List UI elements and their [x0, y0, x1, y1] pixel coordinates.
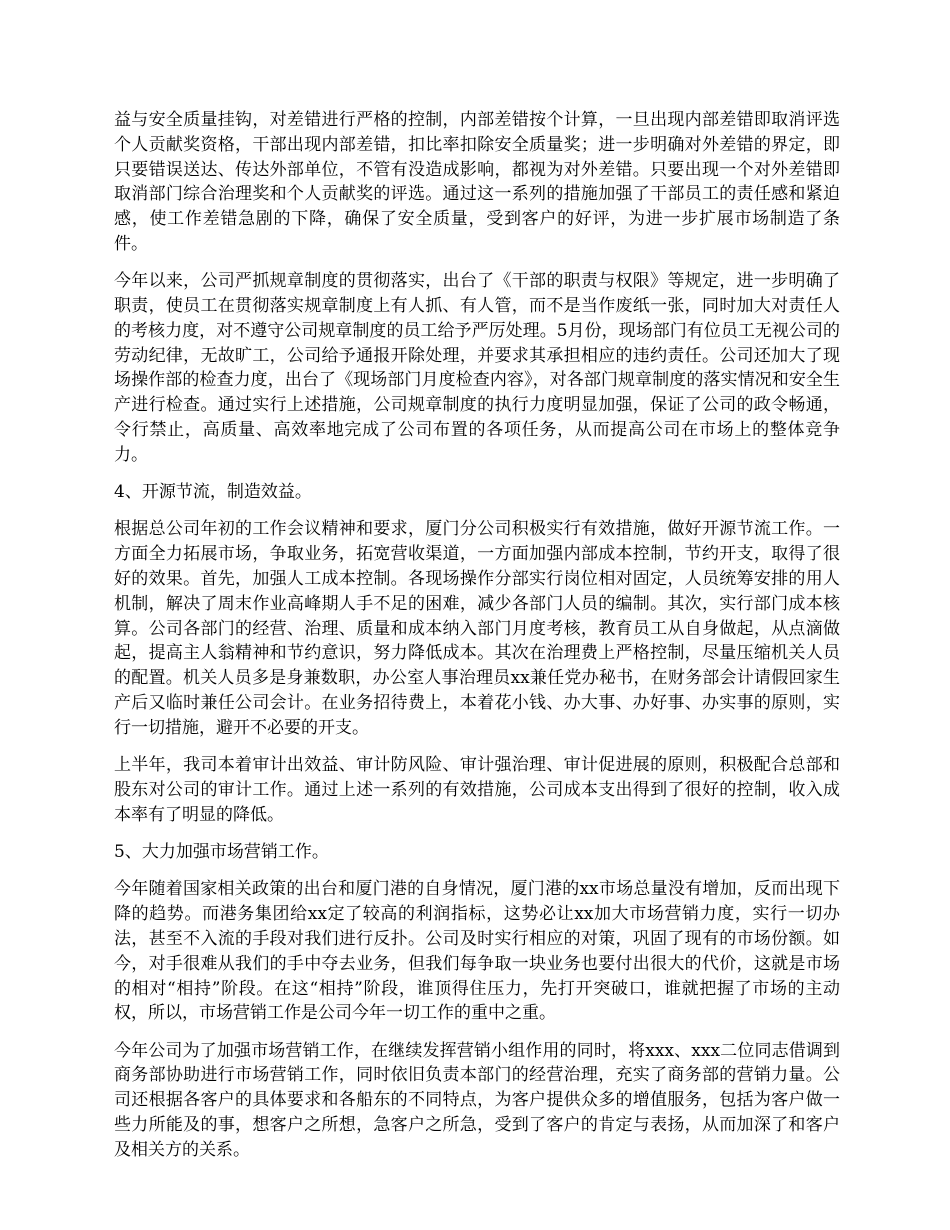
paragraph-market-situation: 今年随着国家相关政策的出台和厦门港的自身情况，厦门港的xx市场总量没有增加，反而出现下降的趋势。而港务集团给xx定了较高的利润指标，这势必让xx加大市场营销力度，实行一切办法，甚至不入流的手段对我们进行反扑。公司及时实行相应的对策，巩固了现有的市场份额。如今，对手很难从我们的手中夺去业务，但我们每争取一块业务也要付出很大的代价，这就是市场的相对“相持”阶段。在这“相持”阶段，谁顶得住压力，先打开突破口，谁就把握了市场的主动权，所以，市场营销工作是公司今年一切工作的重中之重。	[114, 879, 840, 1024]
paragraph-rules-enforcement: 今年以来，公司严抓规章制度的贯彻落实，出台了《干部的职责与权限》等规定，进一步明确了职责，使员工在贯彻落实规章制度上有人抓、有人管，而不是当作废纸一张，同时加大对责任人的考核力度，对不遵守公司规章制度的员工给予严厉处理。5月份，现场部门有位员工无视公司的劳动纪律，无故旷工，公司给予通报开除处理，并要求其承担相应的违约责任。公司还加大了现场操作部的检查力度，出台了《现场部门月度检查内容》，对各部门规章制度的落实情况和安全生产进行检查。通过实行上述措施，公司规章制度的执行力度明显加强，保证了公司的政令畅通，令行禁止，高质量、高效率地完成了公司布置的各项任务，从而提高公司在市场上的整体竞争力。	[114, 271, 840, 465]
paragraph-cost-control: 根据总公司年初的工作会议精神和要求，厦门分公司积极实行有效措施，做好开源节流工作。一方面全力拓展市场，争取业务，拓宽营收渠道，一方面加强内部成本控制，节约开支，取得了很好的效果。首先，加强人工成本控制。各现场操作分部实行岗位相对固定，人员统筹安排的用人机制，解决了周末作业高峰期人手不足的困难，减少各部门人员的编制。其次，实行部门成本核算。公司各部门的经营、治理、质量和成本纳入部门月度考核，教育员工从自身做起，从点滴做起，提高主人翁精神和节约意识，努力降低成本。其次在治理费上严格控制，尽量压缩机关人员的配置。机关人员多是身兼数职，办公室人事治理员xx兼任党办秘书，在财务部会计请假回家生产后又临时兼任公司会计。在业务招待费上，本着花小钱、办大事、办好事、办实事的原则，实行一切措施，避开不必要的开支。	[114, 519, 840, 738]
section-heading-5: 5、大力加强市场营销工作。	[114, 842, 329, 863]
section-heading-4: 4、开源节流，制造效益。	[114, 482, 312, 503]
paragraph-marketing-staff: 今年公司为了加强市场营销工作，在继续发挥营销小组作用的同时，将xxx、xxx二位同志借调到商务部协助进行市场营销工作，同时依旧负责本部门的经营治理，充实了商务部的营销力量。公司还根据各客户的具体要求和各船东的不同特点，为客户提供众多的增值服务，包括为客户做一些力所能及的事，想客户之所想，急客户之所急，受到了客户的肯定与表扬，从而加深了和客户及相关方的关系。	[114, 1040, 840, 1160]
paragraph-audit: 上半年，我司本着审计出效益、审计防风险、审计强治理、审计促进展的原则，积极配合总部和股东对公司的审计工作。通过上述一系列的有效措施，公司成本支出得到了很好的控制，收入成本率有了明显的降低。	[114, 755, 840, 825]
document-body	[114, 108, 840, 1175]
paragraph-error-control: 益与安全质量挂钩，对差错进行严格的控制，内部差错按个计算，一旦出现内部差错即取消评选个人贡献奖资格，干部出现内部差错，扣比率扣除安全质量奖；进一步明确对外差错的界定，即只要错误送达、传达外部单位，不管有没造成影响，都视为对外差错。只要出现一个对外差错即取消部门综合治理奖和个人贡献奖的评选。通过这一系列的措施加强了干部员工的责任感和紧迫感，使工作差错急剧的下降，确保了安全质量，受到客户的好评，为进一步扩展市场制造了条件。	[114, 110, 840, 254]
